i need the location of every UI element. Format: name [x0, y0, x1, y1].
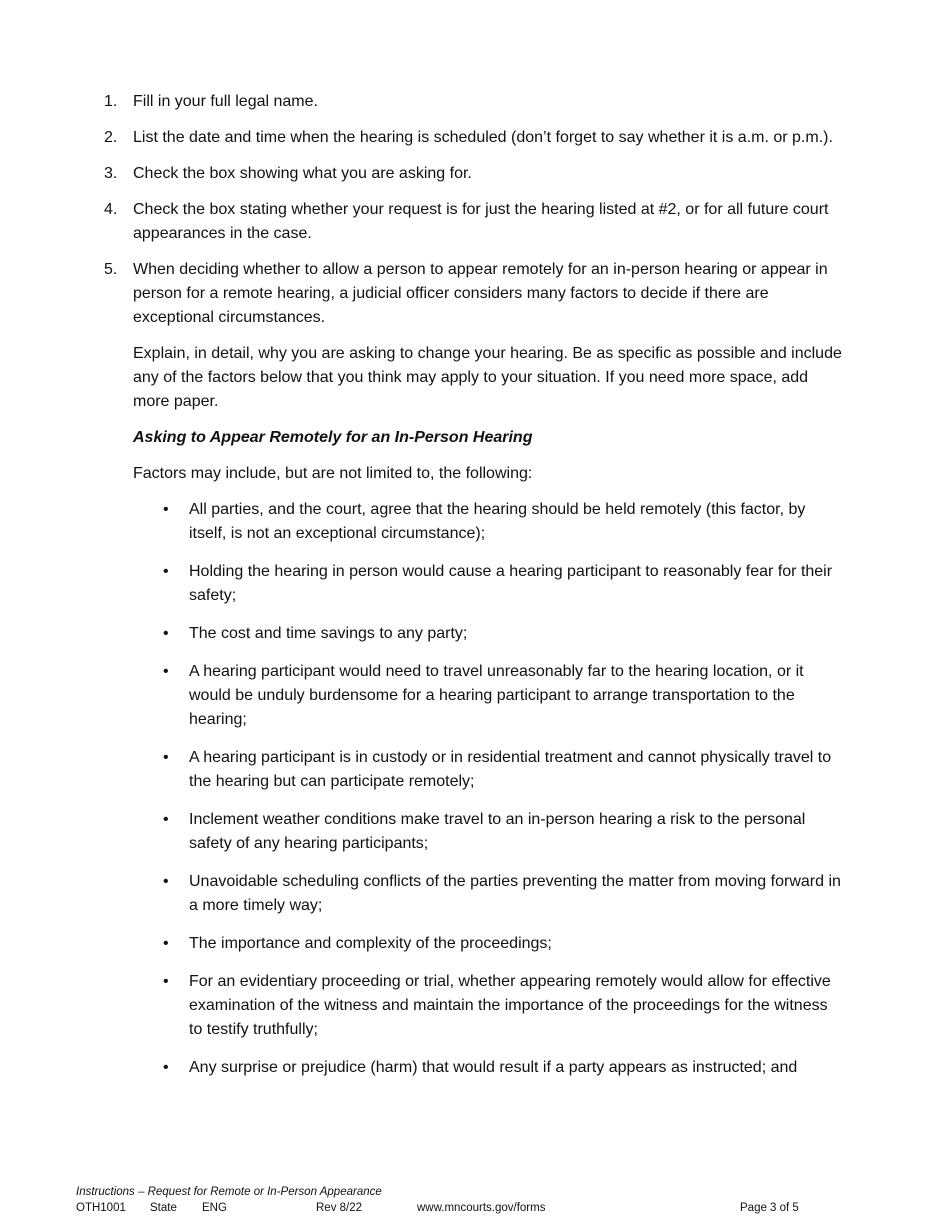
factor-item [104, 808, 844, 856]
bullet-icon: • [163, 935, 169, 952]
factor-text: The cost and time savings to any party; [189, 625, 468, 642]
factor-item [104, 560, 844, 608]
step-text: Fill in your full legal name. [133, 93, 318, 110]
step-number: 3. [104, 165, 118, 182]
factors-list [104, 498, 844, 1080]
bullet-icon: • [163, 749, 169, 766]
bullet-icon: • [163, 1059, 169, 1076]
factor-text: A hearing participant is in custody or in residential treatment and cannot physically travel to the hearing but can participate remotely; [189, 749, 832, 790]
step-text: Check the box stating whether your request is for just the hearing listed at #2, or for all future court appearances in the case. [133, 201, 829, 242]
page-footer [76, 1184, 816, 1216]
footer-language: ENG [202, 1202, 227, 1214]
footer-form-id: OTH1001 [76, 1202, 126, 1214]
factor-text: Unavoidable scheduling conflicts of the parties preventing the matter from moving forward in a more timely way; [189, 873, 841, 914]
bullet-icon: • [163, 811, 169, 828]
factor-item [104, 932, 844, 956]
step-4 [104, 198, 844, 246]
step-text: Check the box showing what you are asking for. [133, 165, 472, 182]
bullet-icon: • [163, 625, 169, 642]
factor-text: A hearing participant would need to travel unreasonably far to the hearing location, or it would be unduly burdensome for a hearing participant to arrange transportation to the hearing; [189, 663, 804, 728]
step-text: List the date and time when the hearing is scheduled (don’t forget to say whether it is a.m. or p.m.). [133, 129, 833, 146]
footer-meta-row [76, 1200, 816, 1216]
bullet-icon: • [163, 973, 169, 990]
step-3 [104, 162, 844, 186]
footer-title: Instructions – Request for Remote or In-Person Appearance [76, 1186, 382, 1198]
bullet-icon: • [163, 501, 169, 518]
explain-paragraph: Explain, in detail, why you are asking to change your hearing. Be as specific as possible and include any of the factors below that you think may apply to your situation. If you need more space, add more paper. [133, 345, 842, 410]
factor-text: For an evidentiary proceeding or trial, whether appearing remotely would allow for effective examination of the witness and maintain the importance of the proceedings for the witness to testify truthfully; [189, 973, 831, 1038]
factor-item [104, 870, 844, 918]
factor-item [104, 660, 844, 732]
bullet-icon: • [163, 563, 169, 580]
factor-item [104, 970, 844, 1042]
factor-text: Inclement weather conditions make travel to an in-person hearing a risk to the personal safety of any hearing participants; [189, 811, 806, 852]
instructions-body [104, 90, 844, 1094]
factor-text: Any surprise or prejudice (harm) that would result if a party appears as instructed; and [189, 1059, 798, 1076]
factor-item [104, 1056, 844, 1080]
factor-item [104, 746, 844, 794]
factor-text: Holding the hearing in person would cause a hearing participant to reasonably fear for their safety; [189, 563, 833, 604]
footer-revision: Rev 8/22 [316, 1202, 363, 1214]
step-2 [104, 126, 844, 150]
footer-website[interactable]: www.mncourts.gov/forms [417, 1202, 546, 1214]
factor-text: The importance and complexity of the proceedings; [189, 935, 552, 952]
step-number: 2. [104, 129, 118, 146]
bullet-icon: • [163, 873, 169, 890]
step-text: When deciding whether to allow a person to appear remotely for an in-person hearing or appear in person for a remote hearing, a judicial officer considers many factors to decide if there are exceptional circumstances. [133, 261, 828, 326]
step-5 [104, 258, 844, 330]
footer-page-number: Page 3 of 5 [740, 1202, 799, 1214]
step-number: 5. [104, 261, 118, 278]
step-1 [104, 90, 844, 114]
step-number: 1. [104, 93, 118, 110]
step-number: 4. [104, 201, 118, 218]
factors-intro: Factors may include, but are not limited to, the following: [133, 465, 533, 482]
footer-jurisdiction: State [150, 1202, 177, 1214]
section-heading: Asking to Appear Remotely for an In-Person Hearing [133, 429, 533, 446]
numbered-steps [104, 90, 844, 330]
factor-text: All parties, and the court, agree that the hearing should be held remotely (this factor, by itself, is not an exceptional circumstance); [189, 501, 806, 542]
factor-item [104, 622, 844, 646]
bullet-icon: • [163, 663, 169, 680]
factor-item [104, 498, 844, 546]
